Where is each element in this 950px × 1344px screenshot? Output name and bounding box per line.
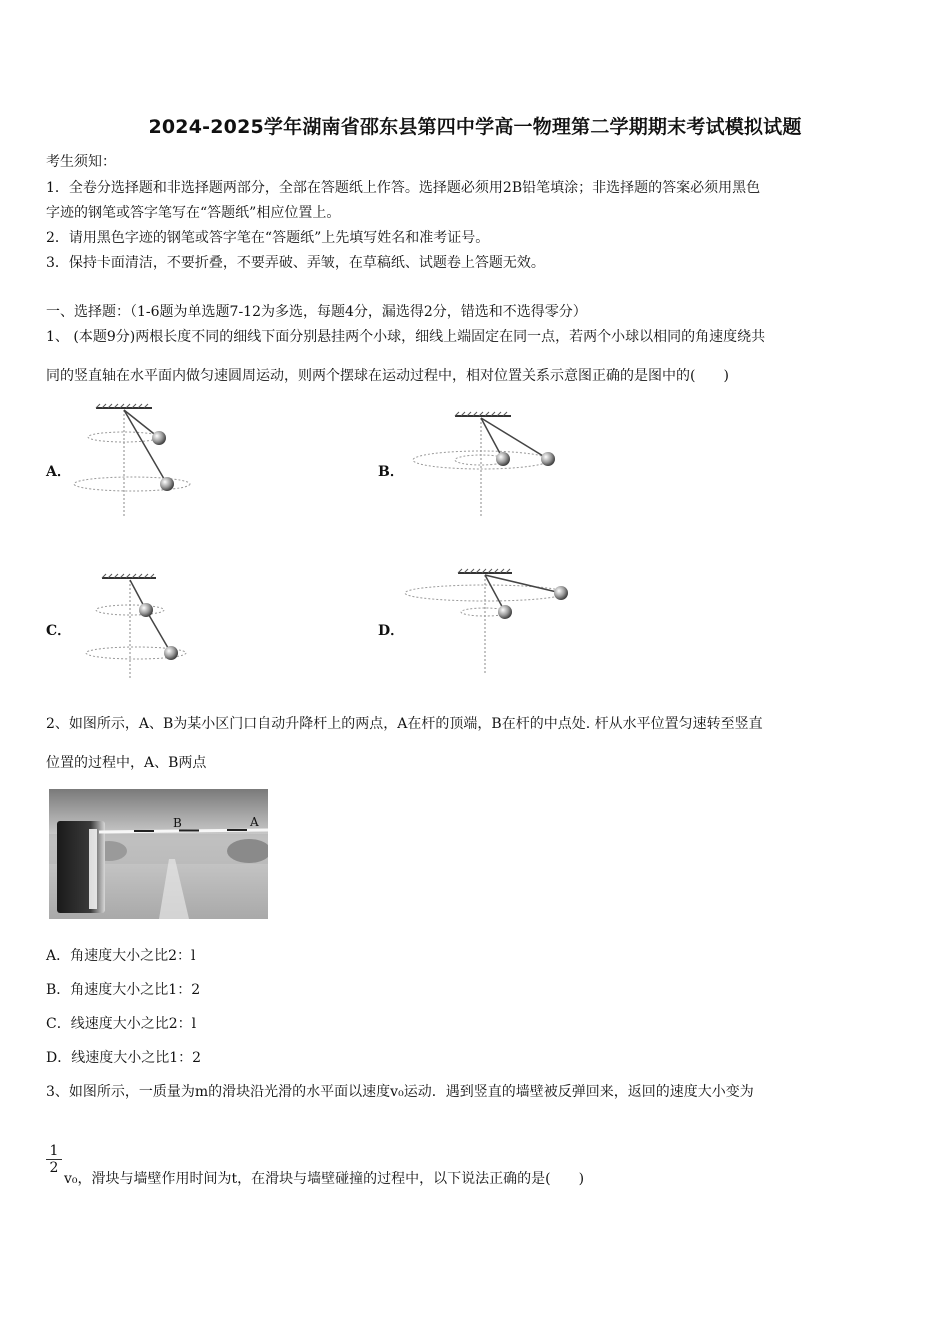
label-point-b: B [173, 816, 182, 830]
ball-outer [554, 586, 568, 600]
q1-figure-d [400, 565, 585, 677]
q2-option-b[interactable]: B．角速度大小之比1：2 [46, 982, 201, 998]
notice-item-1: 1．全卷分选择题和非选择题两部分，全部在答题纸上作答。选择题必须用2B铅笔填涂；非选择题的答案必须用黑色 [46, 180, 761, 196]
notice-item-1-cont: 字迹的钢笔或答字笔写在“答题纸”相应位置上。 [46, 205, 341, 221]
notice-heading: 考生须知： [46, 154, 116, 170]
fraction-denominator: 2 [49, 1160, 59, 1176]
label-point-a: A [250, 815, 259, 829]
q2-option-a[interactable]: A．角速度大小之比2：l [46, 948, 196, 964]
q1-option-d-label[interactable]: D． [378, 623, 405, 639]
q2-option-c[interactable]: C．线速度大小之比2：l [46, 1016, 197, 1032]
q2-stem-2: 位置的过程中，A、B两点 [46, 755, 207, 771]
q3-fraction [46, 1143, 62, 1176]
q1-figure-b [405, 408, 585, 520]
q2-stem-1: 2、如图所示，A、B为某小区门口自动升降杆上的两点，A在杆的顶端，B在杆的中点处. 杆从水平位置匀速转至竖直 [46, 716, 763, 732]
q1-stem-2: 同的竖直轴在水平面内做匀速圆周运动，则两个摆球在运动过程中，相对位置关系示意图正确的是图中的( ) [46, 368, 729, 384]
section-heading: 一、选择题：（1-6题为单选题7-12为多选，每题4分，漏选得2分，错选和不选得零分） [46, 304, 587, 320]
ball-inner [496, 452, 510, 466]
q3-stem-2: v₀，滑块与墙壁作用时间为t，在滑块与墙壁碰撞的过程中，以下说法正确的是( ) [64, 1171, 585, 1187]
page-title: 2024-2025学年湖南省邵东县第四中学高一物理第二学期期末考试模拟试题 [148, 116, 802, 138]
q2-barrier-photo [49, 789, 268, 919]
ball-inner [498, 605, 512, 619]
notice-item-2: 2．请用黑色字迹的钢笔或答字笔在“答题纸”上先填写姓名和准考证号。 [46, 230, 490, 246]
fraction-numerator: 1 [46, 1143, 62, 1160]
ball-upper [139, 603, 153, 617]
notice-item-3: 3．保持卡面清洁，不要折叠，不要弄破、弄皱，在草稿纸、试题卷上答题无效。 [46, 255, 545, 271]
q1-option-b-label[interactable]: B． [378, 464, 404, 480]
q1-figure-a [72, 400, 202, 518]
q1-figure-c [78, 570, 208, 680]
ball-lower [164, 646, 178, 660]
q1-stem-1: 1、 (本题9分)两根长度不同的细线下面分别悬挂两个小球，细线上端固定在同一点，若两个小球以相同的角速度绕共 [46, 329, 766, 345]
q2-option-d[interactable]: D．线速度大小之比1：2 [46, 1050, 202, 1066]
ball-upper [152, 431, 166, 445]
q3-stem-1: 3、如图所示，一质量为m的滑块沿光滑的水平面以速度v₀运动．遇到竖直的墙壁被反弹回来，返回的速度大小变为 [46, 1084, 754, 1100]
ball-outer [541, 452, 555, 466]
q1-option-c-label[interactable]: C． [46, 623, 72, 639]
ball-lower [160, 477, 174, 491]
q1-option-a-label[interactable]: A． [46, 464, 71, 480]
